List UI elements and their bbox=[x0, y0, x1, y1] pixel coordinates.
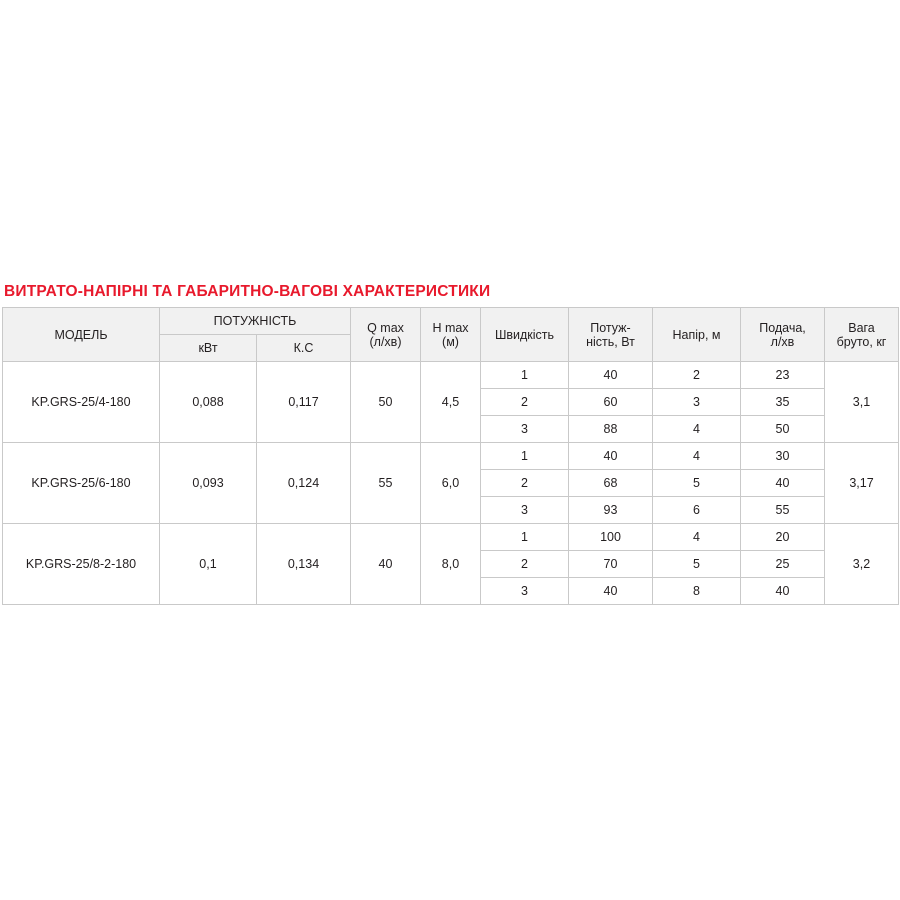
col-header-flow bbox=[741, 308, 825, 362]
cell-head: 6 bbox=[653, 497, 741, 524]
col-header-hmax-line2: (м) bbox=[442, 334, 459, 349]
col-header-power-w-line2: ність, Вт bbox=[586, 334, 635, 349]
cell-power-w: 40 bbox=[569, 578, 653, 605]
cell-head: 2 bbox=[653, 362, 741, 389]
cell-weight: 3,17 bbox=[825, 443, 899, 524]
cell-power-w: 88 bbox=[569, 416, 653, 443]
cell-hmax: 6,0 bbox=[421, 443, 481, 524]
cell-power-kw: 0,1 bbox=[160, 524, 257, 605]
specs-block bbox=[0, 283, 900, 605]
col-header-hmax-line1: H max bbox=[432, 320, 469, 335]
cell-power-w: 40 bbox=[569, 362, 653, 389]
col-header-power-ks: К.С bbox=[257, 335, 351, 362]
cell-power-ks: 0,124 bbox=[257, 443, 351, 524]
cell-flow: 20 bbox=[741, 524, 825, 551]
cell-head: 5 bbox=[653, 551, 741, 578]
col-header-head: Напір, м bbox=[653, 308, 741, 362]
cell-flow: 25 bbox=[741, 551, 825, 578]
cell-hmax: 8,0 bbox=[421, 524, 481, 605]
cell-power-ks: 0,134 bbox=[257, 524, 351, 605]
table-header-row-1 bbox=[3, 308, 899, 335]
cell-power-w: 68 bbox=[569, 470, 653, 497]
cell-qmax: 40 bbox=[351, 524, 421, 605]
col-header-power-kw: кВт bbox=[160, 335, 257, 362]
cell-flow: 40 bbox=[741, 578, 825, 605]
cell-weight: 3,1 bbox=[825, 362, 899, 443]
cell-flow: 55 bbox=[741, 497, 825, 524]
cell-flow: 30 bbox=[741, 443, 825, 470]
col-header-power-w-line1: Потуж- bbox=[590, 320, 631, 335]
cell-qmax: 55 bbox=[351, 443, 421, 524]
cell-speed: 1 bbox=[481, 362, 569, 389]
cell-power-w: 70 bbox=[569, 551, 653, 578]
cell-flow: 40 bbox=[741, 470, 825, 497]
cell-power-kw: 0,088 bbox=[160, 362, 257, 443]
cell-flow: 50 bbox=[741, 416, 825, 443]
table-row bbox=[3, 524, 899, 551]
cell-speed: 2 bbox=[481, 389, 569, 416]
cell-head: 8 bbox=[653, 578, 741, 605]
table-body bbox=[3, 362, 899, 605]
col-header-qmax-line2: (л/хв) bbox=[369, 334, 402, 349]
col-header-qmax-line1: Q max bbox=[367, 320, 404, 335]
cell-power-w: 40 bbox=[569, 443, 653, 470]
specifications-table bbox=[2, 307, 899, 605]
col-header-weight bbox=[825, 308, 899, 362]
col-header-power-w bbox=[569, 308, 653, 362]
col-header-flow-line2: л/хв bbox=[770, 334, 795, 349]
cell-speed: 2 bbox=[481, 551, 569, 578]
cell-speed: 1 bbox=[481, 524, 569, 551]
cell-model: KP.GRS-25/6-180 bbox=[3, 443, 160, 524]
section-heading: ВИТРАТО-НАПІРНІ ТА ГАБАРИТНО-ВАГОВІ ХАРАКТЕРИСТИКИ bbox=[4, 283, 491, 300]
cell-speed: 3 bbox=[481, 497, 569, 524]
cell-qmax: 50 bbox=[351, 362, 421, 443]
cell-power-kw: 0,093 bbox=[160, 443, 257, 524]
cell-speed: 3 bbox=[481, 416, 569, 443]
cell-hmax: 4,5 bbox=[421, 362, 481, 443]
cell-head: 3 bbox=[653, 389, 741, 416]
cell-head: 5 bbox=[653, 470, 741, 497]
cell-power-w: 93 bbox=[569, 497, 653, 524]
cell-weight: 3,2 bbox=[825, 524, 899, 605]
cell-flow: 23 bbox=[741, 362, 825, 389]
col-header-weight-line1: Вага bbox=[848, 320, 875, 335]
col-header-weight-line2: бруто, кг bbox=[836, 334, 887, 349]
table-row bbox=[3, 443, 899, 470]
col-header-flow-line1: Подача, bbox=[759, 320, 806, 335]
col-header-model: МОДЕЛЬ bbox=[3, 308, 160, 362]
cell-head: 4 bbox=[653, 524, 741, 551]
col-header-hmax bbox=[421, 308, 481, 362]
cell-model: KP.GRS-25/8-2-180 bbox=[3, 524, 160, 605]
table-header bbox=[3, 308, 899, 362]
cell-power-w: 100 bbox=[569, 524, 653, 551]
cell-flow: 35 bbox=[741, 389, 825, 416]
cell-speed: 2 bbox=[481, 470, 569, 497]
col-header-speed: Швидкість bbox=[481, 308, 569, 362]
cell-speed: 3 bbox=[481, 578, 569, 605]
cell-head: 4 bbox=[653, 416, 741, 443]
cell-speed: 1 bbox=[481, 443, 569, 470]
table-row bbox=[3, 362, 899, 389]
cell-model: KP.GRS-25/4-180 bbox=[3, 362, 160, 443]
col-header-qmax bbox=[351, 308, 421, 362]
cell-head: 4 bbox=[653, 443, 741, 470]
cell-power-w: 60 bbox=[569, 389, 653, 416]
col-header-power-group: ПОТУЖНІСТЬ bbox=[160, 308, 351, 335]
cell-power-ks: 0,117 bbox=[257, 362, 351, 443]
